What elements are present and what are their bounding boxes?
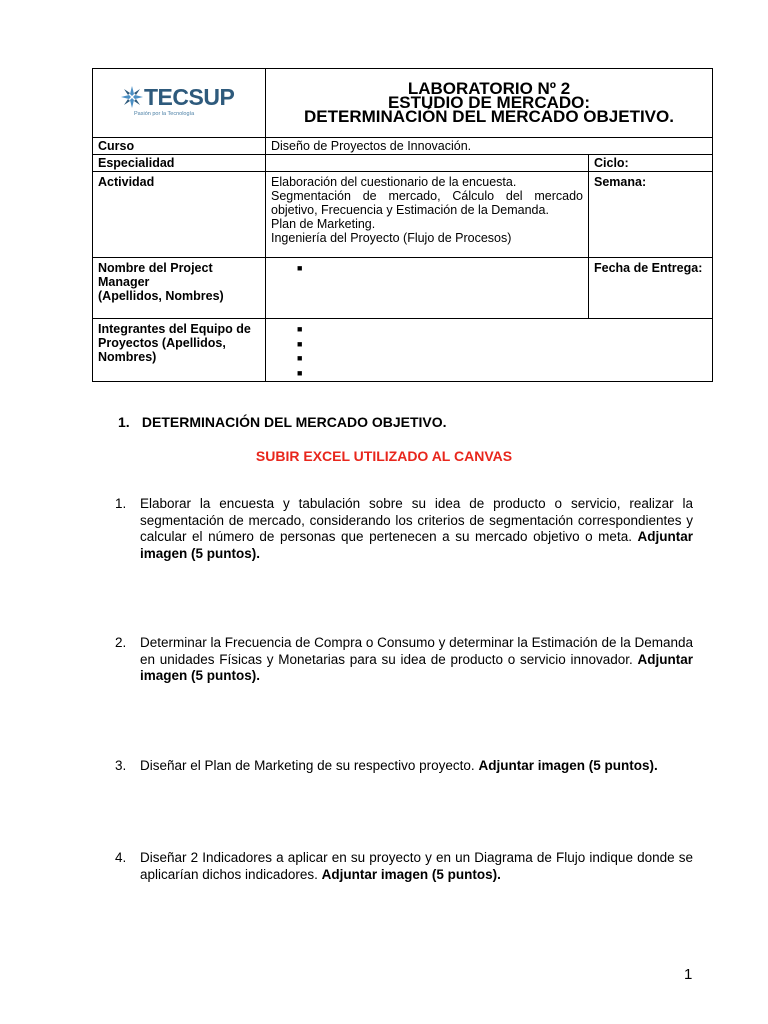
bullet: ■ bbox=[297, 353, 303, 363]
task-number: 2. bbox=[115, 635, 127, 650]
lab-title bbox=[266, 69, 713, 138]
task-number: 3. bbox=[115, 758, 127, 773]
activity-line: Plan de Marketing. bbox=[271, 217, 376, 231]
title-line-3: DETERMINACIÓN DEL MERCADO OBJETIVO. bbox=[304, 107, 674, 126]
bullet: ■ bbox=[297, 367, 303, 378]
activity-line: Ingeniería del Proyecto (Flujo de Procesos) bbox=[271, 231, 512, 245]
task-points: Adjuntar imagen (5 puntos). bbox=[478, 758, 658, 773]
logo-tagline: Pasión por la Tecnología bbox=[134, 111, 195, 117]
task-text: Determinar la Frecuencia de Compra o Consumo y determinar la Estimación de la Demanda en unidades Físicas y Monetarias para su idea de producto o servicio innovador. bbox=[140, 635, 693, 667]
specialty-value bbox=[266, 155, 589, 172]
task-points: Adjuntar imagen (5 puntos). bbox=[140, 651, 693, 683]
pm-label-line: Nombre del Project Manager bbox=[98, 261, 213, 289]
task-item-1 bbox=[115, 496, 693, 562]
section-number: 1. bbox=[118, 414, 130, 430]
title-line-2: ESTUDIO DE MERCADO: bbox=[387, 93, 591, 112]
activity-line: Elaboración del cuestionario de la encuesta. bbox=[271, 175, 517, 189]
task-points: Adjuntar imagen (5 puntos). bbox=[321, 866, 501, 882]
task-item-4 bbox=[115, 850, 693, 883]
header-table bbox=[92, 68, 713, 382]
bullet: ■ bbox=[297, 338, 303, 349]
task-text: Elaborar la encuesta y tabulación sobre su idea de producto o servicio, realizar la segmentación de mercado, considerando los criterios de segmentación correspondientes y calcular el número de personas que pertenecen a su mercado objetivo o meta. bbox=[140, 496, 693, 544]
pm-label-line: (Apellidos, Nombres) bbox=[98, 289, 224, 303]
canvas-upload-notice: SUBIR EXCEL UTILIZADO AL CANVAS bbox=[255, 448, 513, 464]
logo-text: TECSUP bbox=[144, 84, 235, 110]
project-manager-label bbox=[93, 258, 266, 319]
tecsup-logo bbox=[120, 85, 260, 109]
task-item-2 bbox=[115, 635, 693, 685]
course-label: Curso bbox=[93, 138, 266, 155]
course-value: Diseño de Proyectos de Innovación. bbox=[266, 138, 713, 155]
task-number: 4. bbox=[115, 850, 127, 865]
task-text: Diseñar el Plan de Marketing de su respectivo proyecto. bbox=[140, 758, 475, 773]
tecsup-star-icon bbox=[120, 85, 144, 109]
week-label: Semana: bbox=[589, 172, 713, 258]
logo-cell bbox=[93, 69, 266, 138]
due-date-label: Fecha de Entrega: bbox=[589, 258, 713, 319]
project-manager-value bbox=[266, 258, 589, 319]
activity-label: Actividad bbox=[93, 172, 266, 258]
task-text: Diseñar 2 Indicadores a aplicar en su proyecto y en un Diagrama de Flujo indique donde se aplicarían dichos indicadores. bbox=[140, 850, 693, 882]
page-number: 1 bbox=[684, 966, 693, 983]
section-heading bbox=[118, 414, 447, 430]
task-points: Adjuntar imagen (5 puntos). bbox=[140, 529, 693, 561]
activity-line: Segmentación de mercado, Cálculo del mercado objetivo, Frecuencia y Estimación de la Demanda. bbox=[271, 189, 583, 217]
task-number: 1. bbox=[115, 496, 127, 511]
cycle-label: Ciclo: bbox=[589, 155, 713, 172]
specialty-label: Especialidad bbox=[93, 155, 266, 172]
team-members-label: Integrantes del Equipo de Proyectos (Apellidos, Nombres) bbox=[93, 319, 266, 382]
team-members-value bbox=[266, 319, 713, 382]
title-line-1: LABORATORIO Nº 2 bbox=[407, 79, 571, 98]
activity-value bbox=[266, 172, 589, 258]
task-item-3 bbox=[115, 758, 693, 775]
bullet: ■ bbox=[297, 324, 303, 334]
bullet: ■ bbox=[297, 263, 303, 273]
section-title: DETERMINACIÓN DEL MERCADO OBJETIVO. bbox=[141, 414, 447, 430]
